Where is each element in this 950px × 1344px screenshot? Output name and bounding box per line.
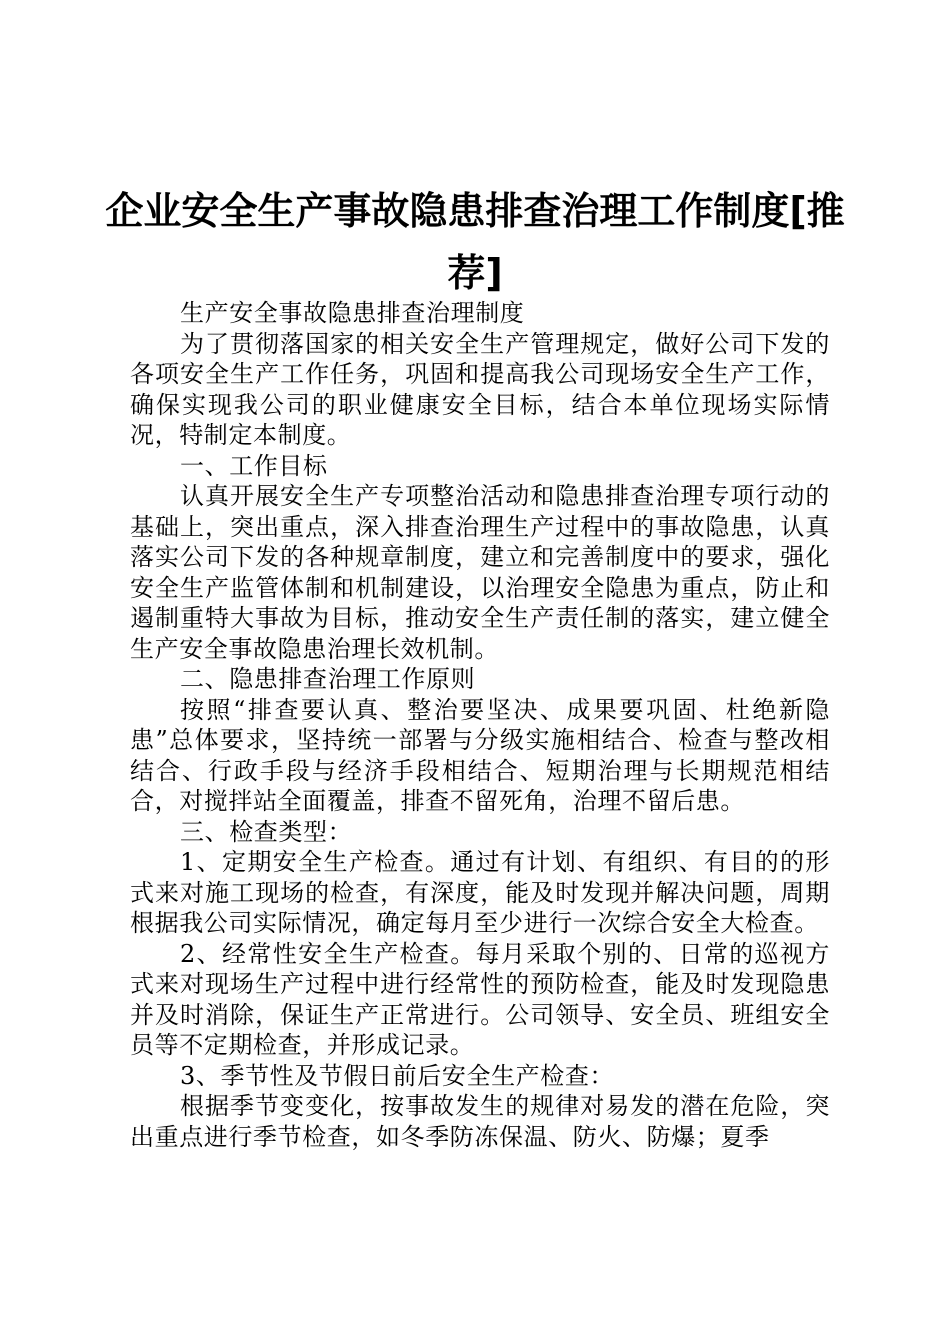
document-body <box>130 298 830 1152</box>
document-title: 企业安全生产事故隐患排查治理工作制度[推荐] <box>105 189 845 295</box>
seasonal-inspection-heading: 3、季节性及节假日前后安全生产检查： <box>180 1061 615 1090</box>
principles-paragraph: 按照“排查要认真、整治要坚决、成果要巩固、杜绝新隐患”总体要求，坚持统一部署与分级实施相结合、检查与整改相结合、行政手段与经济手段相结合、短期治理与长期规范相结合，对搅拌站全面覆盖，排查不留死角，治理不留后患。 <box>130 695 830 815</box>
intro-paragraph: 为了贯彻落国家的相关安全生产管理规定，做好公司下发的各项安全生产工作任务，巩固和提高我公司现场安全生产工作，确保实现我公司的职业健康安全目标，结合本单位现场实际情况，特制定本制度。 <box>130 329 830 449</box>
section-heading-inspection-types: 三、检查类型： <box>180 817 353 846</box>
seasonal-inspection-paragraph: 根据季节变变化，按事故发生的规律对易发的潜在危险，突出重点进行季节检查，如冬季防冻保温、防火、防爆；夏季 <box>130 1092 830 1151</box>
goals-paragraph: 认真开展安全生产专项整治活动和隐患排查治理专项行动的基础上，突出重点，深入排查治理生产过程中的事故隐患，认真落实公司下发的各种规章制度，建立和完善制度中的要求，强化安全生产监管体制和机制建设，以治理安全隐患为重点，防止和遏制重特大事故为目标，推动安全生产责任制的落实，建立健全生产安全事故隐患治理长效机制。 <box>130 482 830 663</box>
regular-inspection-paragraph: 2、经常性安全生产检查。每月采取个别的、日常的巡视方式来对现场生产过程中进行经常性的预防检查，能及时发现隐患并及时消除，保证生产正常进行。公司领导、安全员、班组安全员等不定期检查，并形成记录。 <box>130 939 830 1059</box>
section-subtitle: 生产安全事故隐患排查治理制度 <box>180 299 525 327</box>
section-heading-principles: 二、隐患排查治理工作原则 <box>180 665 476 693</box>
periodic-inspection-paragraph: 1、定期安全生产检查。通过有计划、有组织、有目的的形式来对施工现场的检查，有深度，能及时发现并解决问题，周期根据我公司实际情况，确定每月至少进行一次综合安全大检查。 <box>130 848 830 937</box>
section-heading-goals: 一、工作目标 <box>180 451 328 480</box>
